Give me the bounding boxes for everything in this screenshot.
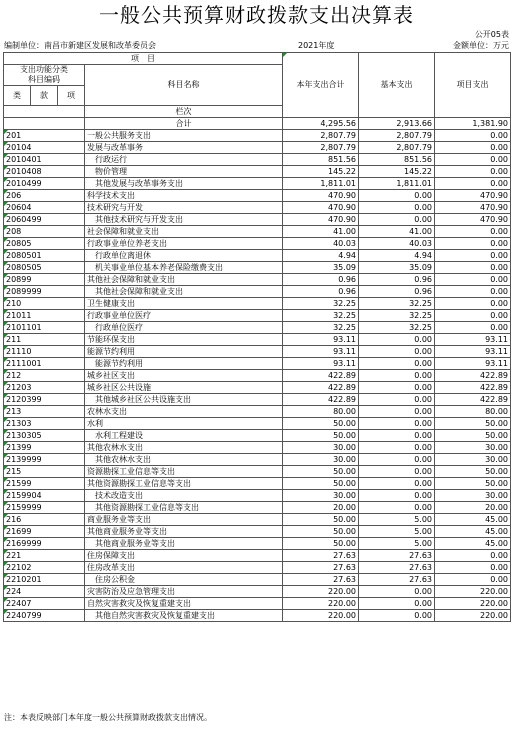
code-cell: 206 bbox=[4, 190, 85, 202]
project-cell: 0.00 bbox=[435, 322, 511, 334]
project-cell: 0.00 bbox=[435, 154, 511, 166]
total-cell: 220.00 bbox=[283, 598, 359, 610]
basic-cell: 1,811.01 bbox=[359, 178, 435, 190]
subject-name-cell: 灾害防治及应急管理支出 bbox=[85, 586, 283, 598]
project-cell: 422.89 bbox=[435, 394, 511, 406]
code-cell: 213 bbox=[4, 406, 85, 418]
table-row bbox=[4, 142, 511, 154]
code-cell: 20604 bbox=[4, 202, 85, 214]
basic-cell: 5.00 bbox=[359, 526, 435, 538]
table-row bbox=[4, 502, 511, 514]
total-cell: 422.89 bbox=[283, 370, 359, 382]
code-cell: 22102 bbox=[4, 562, 85, 574]
table-row bbox=[4, 298, 511, 310]
basic-cell: 4.94 bbox=[359, 250, 435, 262]
basic-cell: 0.00 bbox=[359, 394, 435, 406]
total-cell: 50.00 bbox=[283, 514, 359, 526]
total-project: 1,381.90 bbox=[435, 118, 511, 130]
basic-cell: 0.00 bbox=[359, 454, 435, 466]
table-row bbox=[4, 226, 511, 238]
basic-cell: 0.00 bbox=[359, 598, 435, 610]
code-cell: 2111001 bbox=[4, 358, 85, 370]
table-row bbox=[4, 586, 511, 598]
subject-name-cell: 卫生健康支出 bbox=[85, 298, 283, 310]
total-row bbox=[4, 118, 511, 130]
total-cell: 93.11 bbox=[283, 346, 359, 358]
total-cell: 32.25 bbox=[283, 310, 359, 322]
total-cell: 30.00 bbox=[283, 490, 359, 502]
code-cell: 212 bbox=[4, 370, 85, 382]
table-row bbox=[4, 382, 511, 394]
project-cell: 0.00 bbox=[435, 226, 511, 238]
project-cell: 20.00 bbox=[435, 502, 511, 514]
basic-cell: 41.00 bbox=[359, 226, 435, 238]
total-cell: 50.00 bbox=[283, 526, 359, 538]
code-cell: 2010408 bbox=[4, 166, 85, 178]
table-row bbox=[4, 274, 511, 286]
total-cell: 27.63 bbox=[283, 562, 359, 574]
basic-cell: 0.00 bbox=[359, 478, 435, 490]
header-lei: 类 bbox=[4, 86, 31, 106]
header-basic: 基本支出 bbox=[359, 53, 435, 118]
code-cell: 210 bbox=[4, 298, 85, 310]
project-cell: 50.00 bbox=[435, 418, 511, 430]
table-row bbox=[4, 610, 511, 622]
code-cell: 216 bbox=[4, 514, 85, 526]
total-cell: 470.90 bbox=[283, 190, 359, 202]
total-cell: 80.00 bbox=[283, 406, 359, 418]
subject-name-cell: 其他农林水支出 bbox=[85, 442, 283, 454]
code-cell: 21011 bbox=[4, 310, 85, 322]
basic-cell: 0.00 bbox=[359, 430, 435, 442]
subject-name-cell: 技术研究与开发 bbox=[85, 202, 283, 214]
project-cell: 30.00 bbox=[435, 454, 511, 466]
subject-name-cell: 其他商业服务业等支出 bbox=[85, 526, 283, 538]
project-cell: 0.00 bbox=[435, 166, 511, 178]
project-cell: 50.00 bbox=[435, 466, 511, 478]
project-cell: 30.00 bbox=[435, 490, 511, 502]
project-cell: 0.00 bbox=[435, 238, 511, 250]
project-cell: 0.00 bbox=[435, 262, 511, 274]
subject-name-cell: 其他资源勘探工业信息等支出 bbox=[85, 478, 283, 490]
project-cell: 470.90 bbox=[435, 190, 511, 202]
code-cell: 2159999 bbox=[4, 502, 85, 514]
subject-name-cell: 其他发展与改革事务支出 bbox=[85, 178, 283, 190]
header-xiang: 项 bbox=[58, 86, 85, 106]
subject-name-cell: 自然灾害救灾及恢复重建支出 bbox=[85, 598, 283, 610]
table-row bbox=[4, 262, 511, 274]
subject-name-cell: 资源勘探工业信息等支出 bbox=[85, 466, 283, 478]
code-cell: 21699 bbox=[4, 526, 85, 538]
total-cell: 50.00 bbox=[283, 538, 359, 550]
project-cell: 0.00 bbox=[435, 286, 511, 298]
basic-cell: 851.56 bbox=[359, 154, 435, 166]
basic-cell: 40.03 bbox=[359, 238, 435, 250]
total-cell: 30.00 bbox=[283, 442, 359, 454]
total-cell: 27.63 bbox=[283, 574, 359, 586]
basic-cell: 0.00 bbox=[359, 502, 435, 514]
subject-name-cell: 其他商业服务业等支出 bbox=[85, 538, 283, 550]
table-row bbox=[4, 334, 511, 346]
basic-cell: 35.09 bbox=[359, 262, 435, 274]
table-row bbox=[4, 358, 511, 370]
project-cell: 0.00 bbox=[435, 274, 511, 286]
subject-name-cell: 住房改革支出 bbox=[85, 562, 283, 574]
basic-cell: 145.22 bbox=[359, 166, 435, 178]
table-row bbox=[4, 442, 511, 454]
table-row bbox=[4, 454, 511, 466]
total-cell: 32.25 bbox=[283, 322, 359, 334]
code-cell: 21203 bbox=[4, 382, 85, 394]
project-cell: 0.00 bbox=[435, 178, 511, 190]
project-cell: 45.00 bbox=[435, 526, 511, 538]
table-row bbox=[4, 526, 511, 538]
table-row bbox=[4, 238, 511, 250]
subject-name-cell: 其他技术研究与开发支出 bbox=[85, 214, 283, 226]
total-cell: 220.00 bbox=[283, 586, 359, 598]
subject-name-cell: 其他自然灾害救灾及恢复重建支出 bbox=[85, 610, 283, 622]
subject-name-cell: 物价管理 bbox=[85, 166, 283, 178]
project-cell: 422.89 bbox=[435, 382, 511, 394]
expenditure-table bbox=[3, 52, 511, 622]
header-project-exp: 项目支出 bbox=[435, 53, 511, 118]
basic-cell: 0.00 bbox=[359, 370, 435, 382]
code-cell: 2159904 bbox=[4, 490, 85, 502]
table-row bbox=[4, 598, 511, 610]
subject-name-cell: 其他农林水支出 bbox=[85, 454, 283, 466]
table-row bbox=[4, 562, 511, 574]
code-cell: 2089999 bbox=[4, 286, 85, 298]
code-cell: 22407 bbox=[4, 598, 85, 610]
project-cell: 0.00 bbox=[435, 130, 511, 142]
project-cell: 0.00 bbox=[435, 142, 511, 154]
code-cell: 2080505 bbox=[4, 262, 85, 274]
total-cell: 50.00 bbox=[283, 478, 359, 490]
code-cell: 2240799 bbox=[4, 610, 85, 622]
subject-name-cell: 行政事业单位养老支出 bbox=[85, 238, 283, 250]
project-cell: 0.00 bbox=[435, 310, 511, 322]
unit-name: 编制单位：南昌市新建区发展和改革委员会 bbox=[4, 41, 156, 50]
basic-cell: 32.25 bbox=[359, 298, 435, 310]
code-cell: 20899 bbox=[4, 274, 85, 286]
basic-cell: 32.25 bbox=[359, 310, 435, 322]
basic-cell: 2,807.79 bbox=[359, 130, 435, 142]
header-row-label: 栏次 bbox=[85, 106, 283, 118]
total-cell: 2,807.79 bbox=[283, 130, 359, 142]
code-cell: 2139999 bbox=[4, 454, 85, 466]
code-cell: 221 bbox=[4, 550, 85, 562]
total-cell: 93.11 bbox=[283, 334, 359, 346]
basic-cell: 0.00 bbox=[359, 490, 435, 502]
subject-name-cell: 行政运行 bbox=[85, 154, 283, 166]
subject-name-cell: 商业服务业等支出 bbox=[85, 514, 283, 526]
total-cell: 4.94 bbox=[283, 250, 359, 262]
page-title: 一般公共预算财政拨款支出决算表 bbox=[99, 3, 414, 27]
subject-name-cell: 住房公积金 bbox=[85, 574, 283, 586]
table-row bbox=[4, 478, 511, 490]
table-row bbox=[4, 214, 511, 226]
subject-name-cell: 行政事业单位医疗 bbox=[85, 310, 283, 322]
code-cell: 2130305 bbox=[4, 430, 85, 442]
basic-cell: 27.63 bbox=[359, 550, 435, 562]
table-row bbox=[4, 538, 511, 550]
fiscal-year: 2021年度 bbox=[298, 41, 335, 50]
total-cell: 2,807.79 bbox=[283, 142, 359, 154]
subject-name-cell: 节能环保支出 bbox=[85, 334, 283, 346]
total-cell: 20.00 bbox=[283, 502, 359, 514]
subject-name-cell: 行政单位医疗 bbox=[85, 322, 283, 334]
subject-name-cell: 农林水支出 bbox=[85, 406, 283, 418]
basic-cell: 0.00 bbox=[359, 190, 435, 202]
project-cell: 470.90 bbox=[435, 214, 511, 226]
total-cell: 851.56 bbox=[283, 154, 359, 166]
basic-cell: 0.96 bbox=[359, 286, 435, 298]
basic-cell: 0.00 bbox=[359, 382, 435, 394]
table-row bbox=[4, 310, 511, 322]
header-kuan: 款 bbox=[31, 86, 58, 106]
total-cell: 50.00 bbox=[283, 466, 359, 478]
code-cell: 2101101 bbox=[4, 322, 85, 334]
subject-name-cell: 其他社会保障和就业支出 bbox=[85, 274, 283, 286]
code-cell: 20805 bbox=[4, 238, 85, 250]
table-row bbox=[4, 430, 511, 442]
project-cell: 0.00 bbox=[435, 298, 511, 310]
code-cell: 2210201 bbox=[4, 574, 85, 586]
subject-name-cell: 发展与改革事务 bbox=[85, 142, 283, 154]
table-row bbox=[4, 202, 511, 214]
total-cell: 27.63 bbox=[283, 550, 359, 562]
total-cell: 470.90 bbox=[283, 214, 359, 226]
basic-cell: 0.00 bbox=[359, 334, 435, 346]
project-cell: 93.11 bbox=[435, 346, 511, 358]
total-cell: 30.00 bbox=[283, 454, 359, 466]
subject-name-cell: 水利工程建设 bbox=[85, 430, 283, 442]
total-cell: 1,811.01 bbox=[283, 178, 359, 190]
basic-cell: 5.00 bbox=[359, 514, 435, 526]
code-cell: 2080501 bbox=[4, 250, 85, 262]
code-cell: 2060499 bbox=[4, 214, 85, 226]
code-cell: 201 bbox=[4, 130, 85, 142]
total-cell: 422.89 bbox=[283, 382, 359, 394]
code-cell: 211 bbox=[4, 334, 85, 346]
basic-cell: 5.00 bbox=[359, 538, 435, 550]
basic-cell: 27.63 bbox=[359, 574, 435, 586]
table-row bbox=[4, 286, 511, 298]
table-row bbox=[4, 490, 511, 502]
project-cell: 93.11 bbox=[435, 358, 511, 370]
subject-name-cell: 能源节约利用 bbox=[85, 346, 283, 358]
code-cell: 21599 bbox=[4, 478, 85, 490]
subject-name-cell: 其他资源勘探工业信息等支出 bbox=[85, 502, 283, 514]
total-cell: 32.25 bbox=[283, 298, 359, 310]
total-cell: 145.22 bbox=[283, 166, 359, 178]
subject-name-cell: 其他社会保障和就业支出 bbox=[85, 286, 283, 298]
subject-name-cell: 其他城乡社区公共设施支出 bbox=[85, 394, 283, 406]
total-cell: 0.96 bbox=[283, 286, 359, 298]
total-cell: 470.90 bbox=[283, 202, 359, 214]
basic-cell: 32.25 bbox=[359, 322, 435, 334]
project-cell: 220.00 bbox=[435, 598, 511, 610]
table-row bbox=[4, 574, 511, 586]
total-blank bbox=[4, 118, 85, 130]
code-cell: 2169999 bbox=[4, 538, 85, 550]
table-row bbox=[4, 178, 511, 190]
total-cell: 220.00 bbox=[283, 610, 359, 622]
code-cell: 21399 bbox=[4, 442, 85, 454]
header-total: 本年支出合计 bbox=[283, 53, 359, 118]
project-cell: 30.00 bbox=[435, 442, 511, 454]
code-cell: 2010499 bbox=[4, 178, 85, 190]
basic-cell: 0.00 bbox=[359, 202, 435, 214]
table-row bbox=[4, 466, 511, 478]
table-row bbox=[4, 550, 511, 562]
total-cell: 41.00 bbox=[283, 226, 359, 238]
basic-cell: 2,807.79 bbox=[359, 142, 435, 154]
currency-unit: 金额单位：万元 bbox=[453, 41, 509, 50]
total-cell: 422.89 bbox=[283, 394, 359, 406]
project-cell: 93.11 bbox=[435, 334, 511, 346]
subject-name-cell: 一般公共服务支出 bbox=[85, 130, 283, 142]
basic-cell: 0.00 bbox=[359, 358, 435, 370]
basic-cell: 0.00 bbox=[359, 466, 435, 478]
basic-cell: 0.00 bbox=[359, 442, 435, 454]
basic-cell: 0.00 bbox=[359, 406, 435, 418]
total-cell: 40.03 bbox=[283, 238, 359, 250]
meta-line bbox=[0, 41, 513, 51]
total-sum: 4,295.56 bbox=[283, 118, 359, 130]
project-cell: 0.00 bbox=[435, 550, 511, 562]
table-row bbox=[4, 250, 511, 262]
subject-name-cell: 技术改造支出 bbox=[85, 490, 283, 502]
total-label: 合计 bbox=[85, 118, 283, 130]
subject-name-cell: 行政单位离退休 bbox=[85, 250, 283, 262]
header-subject-name: 科目名称 bbox=[85, 65, 283, 106]
project-cell: 45.00 bbox=[435, 514, 511, 526]
table-row bbox=[4, 406, 511, 418]
project-cell: 0.00 bbox=[435, 250, 511, 262]
subject-name-cell: 科学技术支出 bbox=[85, 190, 283, 202]
basic-cell: 27.63 bbox=[359, 562, 435, 574]
project-cell: 422.89 bbox=[435, 370, 511, 382]
basic-cell: 0.96 bbox=[359, 274, 435, 286]
subject-name-cell: 水利 bbox=[85, 418, 283, 430]
total-cell: 0.96 bbox=[283, 274, 359, 286]
code-cell: 208 bbox=[4, 226, 85, 238]
subject-name-cell: 社会保障和就业支出 bbox=[85, 226, 283, 238]
form-number: 公开05表 bbox=[474, 30, 509, 39]
project-cell: 80.00 bbox=[435, 406, 511, 418]
subject-name-cell: 城乡社区支出 bbox=[85, 370, 283, 382]
table-row bbox=[4, 166, 511, 178]
code-cell: 2010401 bbox=[4, 154, 85, 166]
table-row bbox=[4, 394, 511, 406]
footer-note: 注：本表反映部门本年度一般公共预算财政拨款支出情况。 bbox=[4, 713, 212, 722]
table-row bbox=[4, 190, 511, 202]
table-row bbox=[4, 130, 511, 142]
subject-name-cell: 机关事业单位基本养老保险缴费支出 bbox=[85, 262, 283, 274]
table-row bbox=[4, 154, 511, 166]
table-row bbox=[4, 514, 511, 526]
basic-cell: 0.00 bbox=[359, 418, 435, 430]
subject-name-cell: 住房保障支出 bbox=[85, 550, 283, 562]
code-cell: 20104 bbox=[4, 142, 85, 154]
total-cell: 93.11 bbox=[283, 358, 359, 370]
table-row bbox=[4, 418, 511, 430]
basic-cell: 0.00 bbox=[359, 610, 435, 622]
table-row bbox=[4, 346, 511, 358]
code-cell: 224 bbox=[4, 586, 85, 598]
basic-cell: 0.00 bbox=[359, 586, 435, 598]
table-row bbox=[4, 322, 511, 334]
table-row bbox=[4, 370, 511, 382]
code-cell: 215 bbox=[4, 466, 85, 478]
project-cell: 220.00 bbox=[435, 586, 511, 598]
project-cell: 50.00 bbox=[435, 478, 511, 490]
code-cell: 21110 bbox=[4, 346, 85, 358]
code-cell: 21303 bbox=[4, 418, 85, 430]
header-blank bbox=[4, 106, 85, 118]
subject-name-cell: 能源节约利用 bbox=[85, 358, 283, 370]
project-cell: 0.00 bbox=[435, 562, 511, 574]
basic-cell: 0.00 bbox=[359, 214, 435, 226]
header-func-class: 支出功能分类 科目编码 bbox=[4, 65, 85, 86]
basic-cell: 0.00 bbox=[359, 346, 435, 358]
project-cell: 45.00 bbox=[435, 538, 511, 550]
total-basic: 2,913.66 bbox=[359, 118, 435, 130]
total-cell: 50.00 bbox=[283, 418, 359, 430]
project-cell: 50.00 bbox=[435, 430, 511, 442]
project-cell: 470.90 bbox=[435, 202, 511, 214]
project-cell: 0.00 bbox=[435, 574, 511, 586]
total-cell: 50.00 bbox=[283, 430, 359, 442]
code-cell: 2120399 bbox=[4, 394, 85, 406]
subject-name-cell: 城乡社区公共设施 bbox=[85, 382, 283, 394]
header-project: 项 目 bbox=[4, 53, 283, 65]
project-cell: 220.00 bbox=[435, 610, 511, 622]
total-cell: 35.09 bbox=[283, 262, 359, 274]
